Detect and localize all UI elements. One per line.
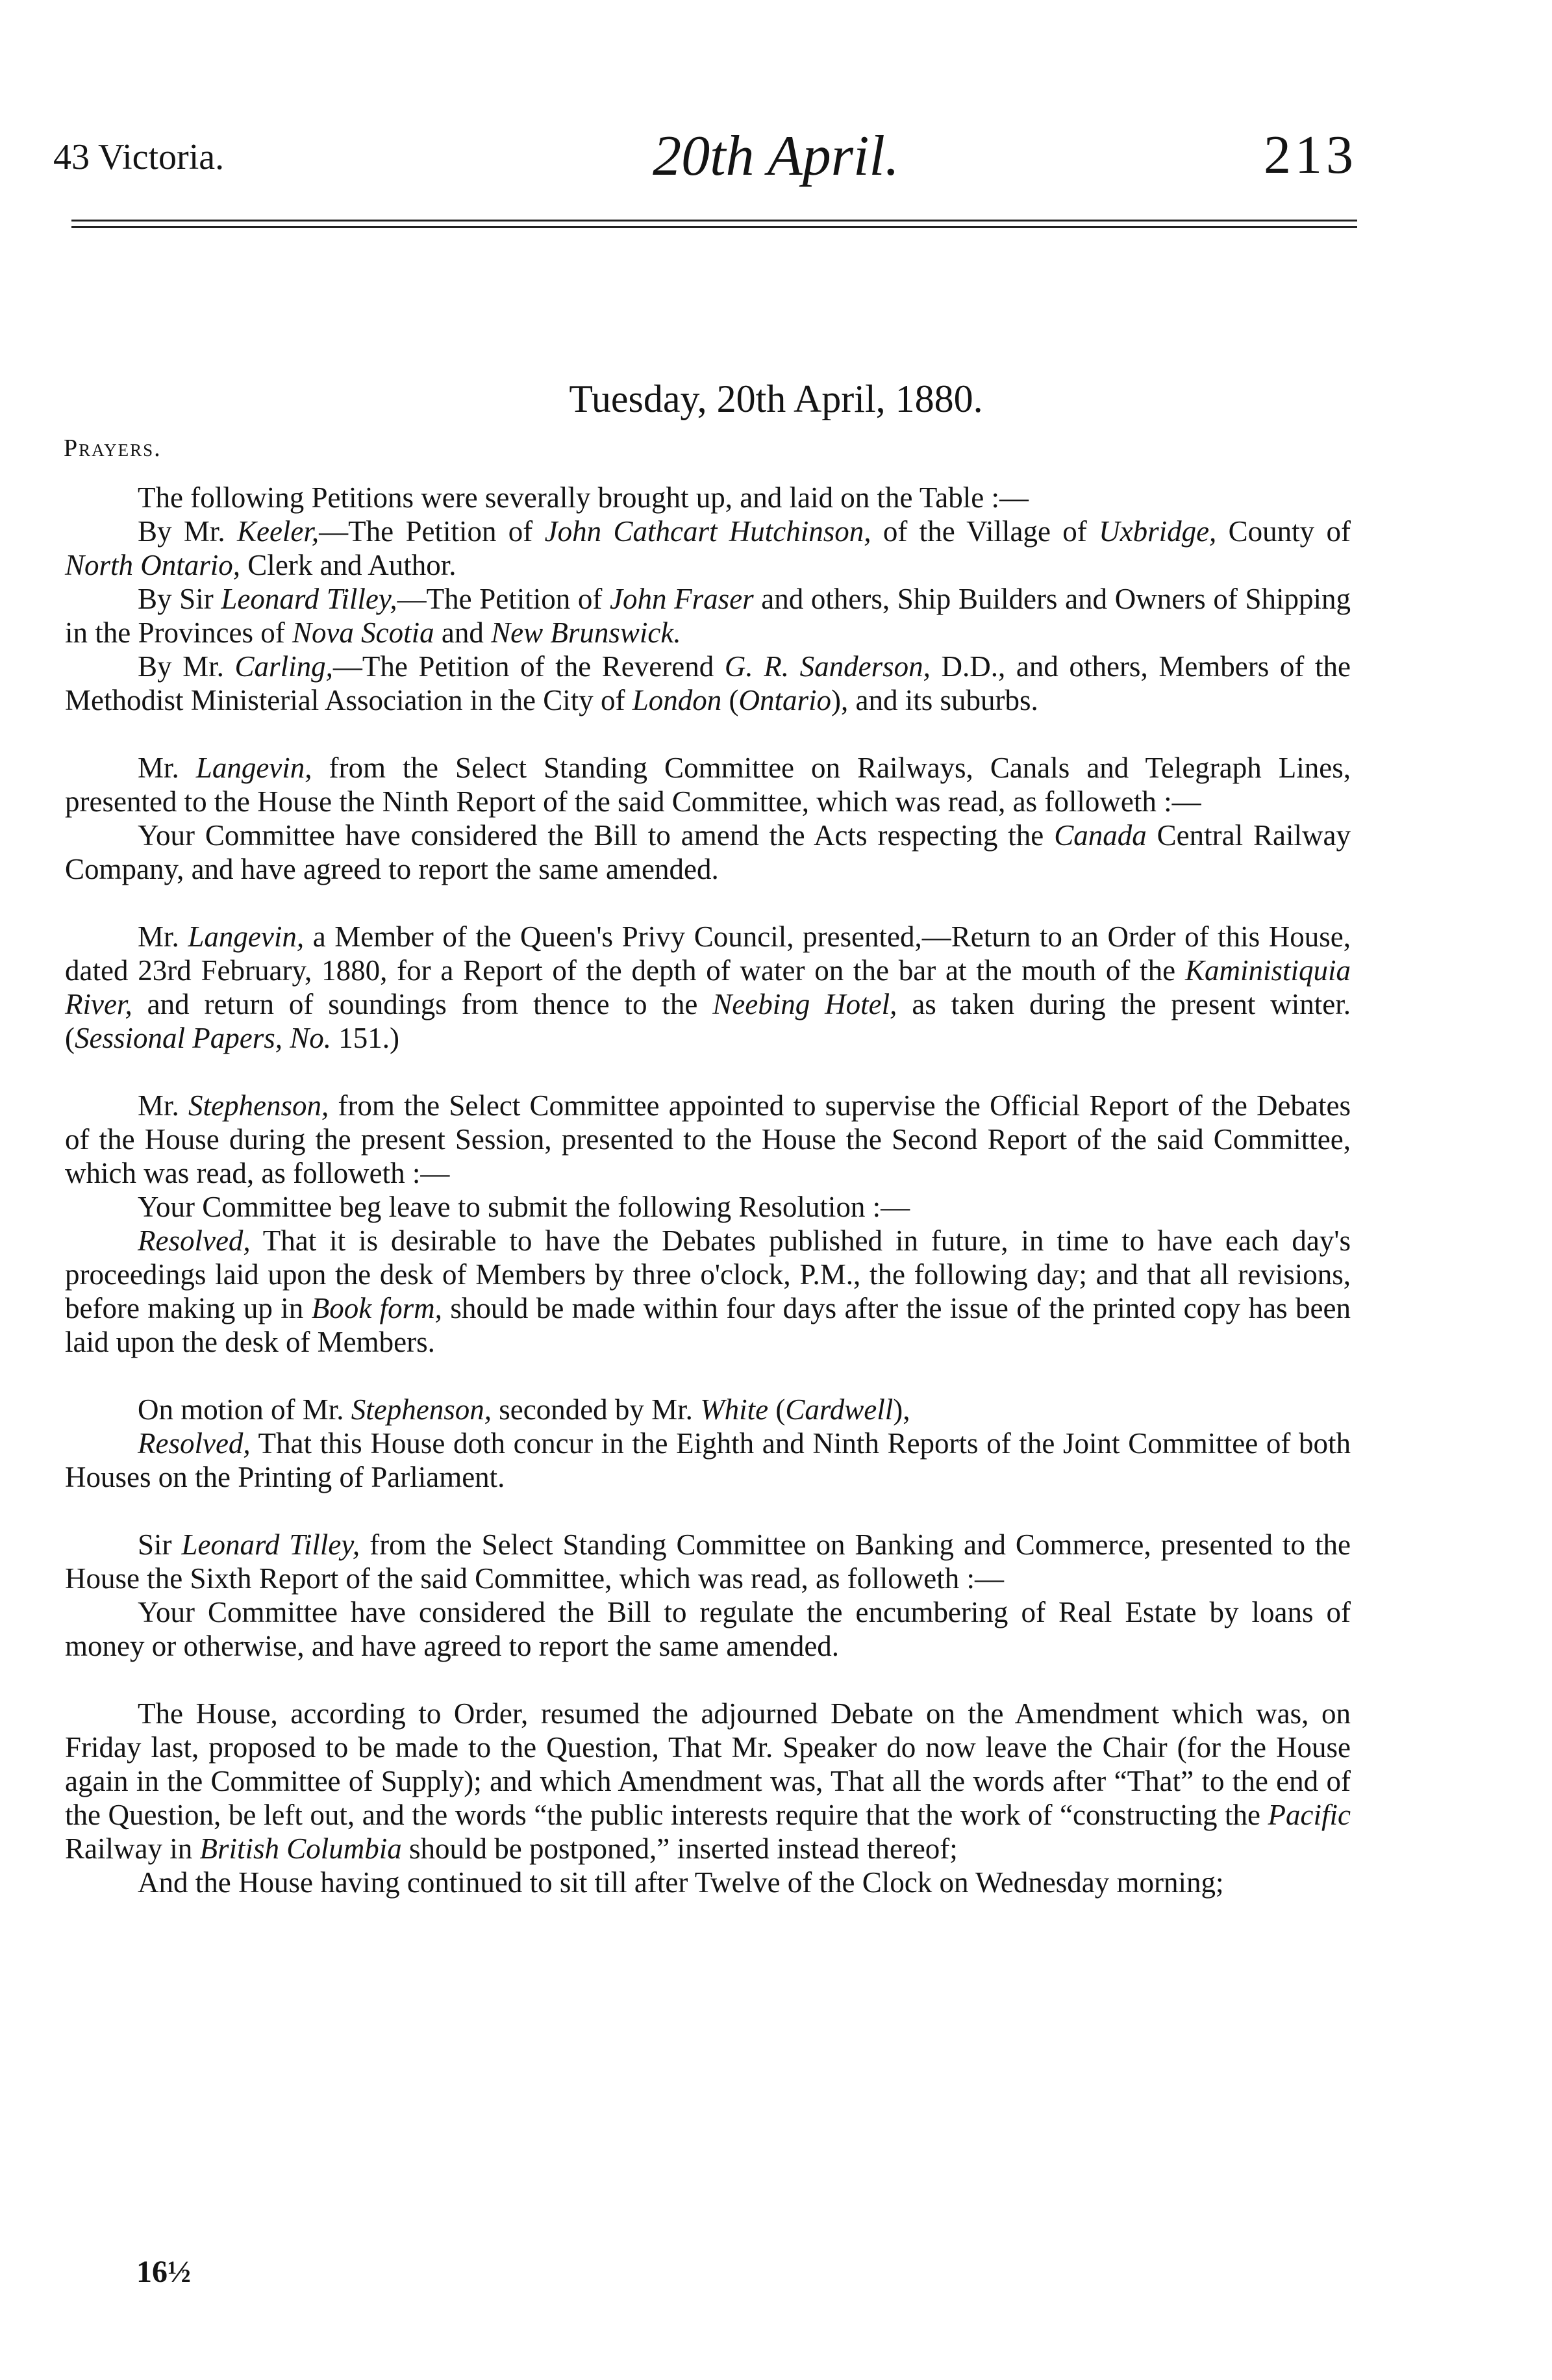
header-rule-top xyxy=(71,220,1357,222)
header-rule-bottom xyxy=(71,226,1357,228)
langevin-return: Mr. Langevin, a Member of the Queen's Privy Council, presented,—Return to an Order of this House, dated 23rd February, 1880, for a Report of the depth of water on the bar at the mouth of the Kaministiquia River, and return of soundings from thence to the Neebing Hotel, as taken during the present winter. (Sessional Papers, No. 151.) xyxy=(65,920,1351,1054)
journal-body xyxy=(65,481,1351,1899)
header-date: 20th April. xyxy=(653,125,899,188)
prayers-heading: Prayers. xyxy=(64,435,162,462)
stephenson-resolution: Resolved, That it is desirable to have the Debates published in future, in time to have each day's proceedings laid upon the desk of Members by three o'clock, P.M., the following day; and that all revisions, before making up in Book form, should be made within four days after the issue of the printed copy has been laid upon the desk of Members. xyxy=(65,1224,1351,1358)
stephenson-beg-leave: Your Committee beg leave to submit the following Resolution :— xyxy=(138,1191,910,1223)
page-number: 213 xyxy=(1264,125,1357,185)
langevin-railways-report: Mr. Langevin, from the Select Standing Committee on Railways, Canals and Telegraph Lines, presented to the House the Ninth Report of the said Committee, which was read, as followeth :— xyxy=(65,752,1351,818)
motion-resolution: Resolved, That this House doth concur in the Eighth and Ninth Reports of the Joint Committee of both Houses on the Printing of Parliament. xyxy=(65,1427,1351,1493)
sitting-date: Tuesday, 20th April, 1880. xyxy=(569,377,983,420)
tilley-banking-report: Sir Leonard Tilley, from the Select Standing Committee on Banking and Commerce, presented to the House the Sixth Report of the said Committee, which was read, as followeth :— xyxy=(65,1528,1351,1595)
page-header xyxy=(0,97,1552,195)
stephenson-report: Mr. Stephenson, from the Select Committee appointed to supervise the Official Report of the Debates of the House during the present Session, presented to the House the Second Report of the said Committee, which was read, as followeth :— xyxy=(65,1089,1351,1189)
petition-keeler: By Mr. Keeler,—The Petition of John Cathcart Hutchinson, of the Village of Uxbridge, County of North Ontario, Clerk and Author. xyxy=(65,515,1351,581)
house-continued: And the House having continued to sit till after Twelve of the Clock on Wednesday morning; xyxy=(138,1866,1224,1899)
petitions-intro: The following Petitions were severally brought up, and laid on the Table :— xyxy=(138,481,1029,514)
header-session: 43 Victoria. xyxy=(53,137,225,177)
motion-stephenson: On motion of Mr. Stephenson, seconded by Mr. White (Cardwell), xyxy=(138,1393,910,1426)
signature-mark: 16½ xyxy=(136,2255,191,2289)
adjourned-debate: The House, according to Order, resumed the adjourned Debate on the Amendment which was, on Friday last, proposed to be made to the Question, That Mr. Speaker do now leave the Chair (for the House again in the Committee of Supply); and which Amendment was, That all the words after “That” to the end of the Question, be left out, and the words “the public interests require that the work of “constructing the Pacific Railway in British Columbia should be postponed,” inserted instead thereof; xyxy=(65,1697,1351,1865)
railways-report-text: Your Committee have considered the Bill to amend the Acts respecting the Canada Central Railway Company, and have agreed to report the same amended. xyxy=(65,819,1351,885)
banking-report-text: Your Committee have considered the Bill to regulate the encumbering of Real Estate by loans of money or otherwise, and have agreed to report the same amended. xyxy=(65,1596,1351,1662)
petition-tilley: By Sir Leonard Tilley,—The Petition of John Fraser and others, Ship Builders and Owners of Shipping in the Provinces of Nova Scotia and New Brunswick. xyxy=(65,583,1351,649)
petition-carling: By Mr. Carling,—The Petition of the Reverend G. R. Sanderson, D.D., and others, Members of the Methodist Ministerial Association in the City of London (Ontario), and its suburbs. xyxy=(65,650,1351,716)
